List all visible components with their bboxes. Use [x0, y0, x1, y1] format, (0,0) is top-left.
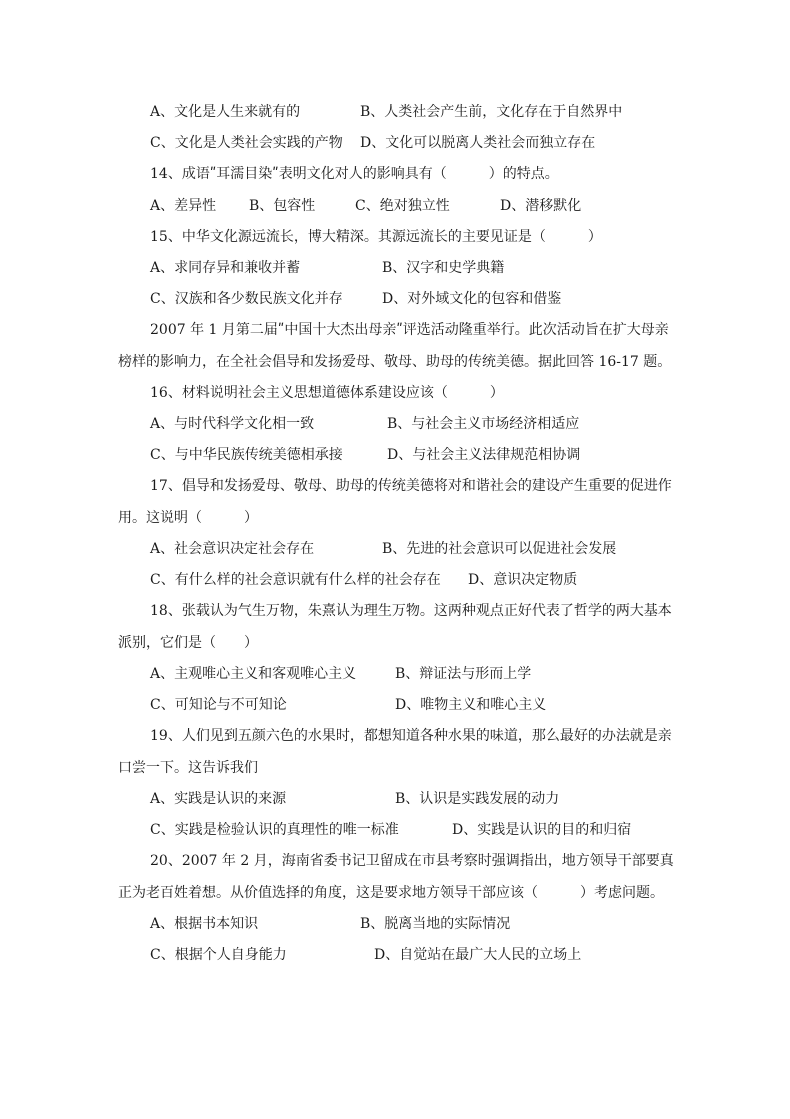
q16-stem: 16、材料说明社会主义思想道德体系建设应该（ ）: [150, 385, 504, 401]
material-line-2: 榜样的影响力，在全社会倡导和发扬爱母、敬母、助母的传统美德。据此回答 16-17 题。: [118, 354, 672, 370]
q13-option-d: D、文化可以脱离人类社会而独立存在: [360, 135, 596, 151]
q16-option-d: D、与社会主义法律规范相协调: [387, 447, 581, 463]
q18-stem-line-1: 18、张载认为气生万物，朱熹认为理生万物。这两种观点正好代表了哲学的两大基本: [150, 603, 672, 619]
q18-option-d: D、唯物主义和唯心主义: [395, 697, 547, 713]
q13-option-c: C、文化是人类社会实践的产物: [150, 135, 343, 151]
q20-option-a: A、根据书本知识: [150, 916, 259, 932]
q14-option-d: D、潜移默化: [500, 198, 582, 214]
q16-option-b: B、与社会主义市场经济相适应: [387, 416, 580, 432]
q19-option-b: B、认识是实践发展的动力: [395, 791, 560, 807]
q18-stem-line-2: 派别，它们是（ ）: [118, 635, 258, 651]
q17-option-c: C、有什么样的社会意识就有什么样的社会存在: [150, 572, 441, 588]
q14-stem: 14、成语ʺ耳濡目染ʺ表明文化对人的影响具有（ ）的特点。: [150, 166, 559, 182]
q16-option-c: C、与中华民族传统美德相承接: [150, 447, 343, 463]
q19-stem-line-1: 19、人们见到五颜六色的水果时，都想知道各种水果的味道，那么最好的办法就是亲: [150, 728, 672, 744]
q17-stem-line-1: 17、倡导和发扬爱母、敬母、助母的传统美德将对和谐社会的建设产生重要的促进作: [150, 478, 672, 494]
q20-stem-line-1: 20、2007 年 2 月，海南省委书记卫留成在市县考察时强调指出，地方领导干部要真: [150, 853, 674, 869]
q20-option-b: B、脱离当地的实际情况: [360, 916, 511, 932]
q18-option-b: B、辩证法与形而上学: [395, 666, 532, 682]
q17-option-b: B、先进的社会意识可以促进社会发展: [382, 541, 617, 557]
q17-option-d: D、意识决定物质: [468, 572, 578, 588]
q17-option-a: A、社会意识决定社会存在: [150, 541, 315, 557]
q15-option-a: A、求同存异和兼收并蓄: [150, 260, 301, 276]
material-line-1: 2007 年 1 月第二届ʺ中国十大杰出母亲ʺ评选活动隆重举行。此次活动旨在扩大母亲: [150, 322, 669, 338]
q13-option-b: B、人类社会产生前，文化存在于自然界中: [360, 104, 623, 120]
q20-option-c: C、根据个人自身能力: [150, 947, 287, 963]
q15-option-c: C、汉族和各少数民族文化并存: [150, 291, 343, 307]
q15-stem: 15、中华文化源远流长，博大精深。其源远流长的主要见证是（ ）: [150, 229, 602, 245]
q17-stem-line-2: 用。这说明（ ）: [118, 510, 258, 526]
q14-option-a: A、差异性: [150, 198, 217, 214]
q19-option-a: A、实践是认识的来源: [150, 791, 287, 807]
q14-option-c: C、绝对独立性: [355, 198, 450, 214]
q13-option-a: A、文化是人生来就有的: [150, 104, 301, 120]
q20-stem-line-2: 正为老百姓着想。从价值选择的角度，这是要求地方领导干部应该（ ）考虑问题。: [118, 885, 664, 901]
q20-option-d: D、自觉站在最广大人民的立场上: [374, 947, 582, 963]
q19-option-c: C、实践是检验认识的真理性的唯一标准: [150, 822, 399, 838]
q18-option-a: A、主观唯心主义和客观唯心主义: [150, 666, 357, 682]
q15-option-b: B、汉字和史学典籍: [382, 260, 505, 276]
q15-option-d: D、对外域文化的包容和借鉴: [382, 291, 562, 307]
q19-option-d: D、实践是认识的目的和归宿: [452, 822, 632, 838]
q18-option-c: C、可知论与不可知论: [150, 697, 287, 713]
q14-option-b: B、包容性: [249, 198, 316, 214]
q16-option-a: A、与时代科学文化相一致: [150, 416, 315, 432]
q19-stem-line-2: 口尝一下。这告诉我们: [118, 760, 258, 776]
